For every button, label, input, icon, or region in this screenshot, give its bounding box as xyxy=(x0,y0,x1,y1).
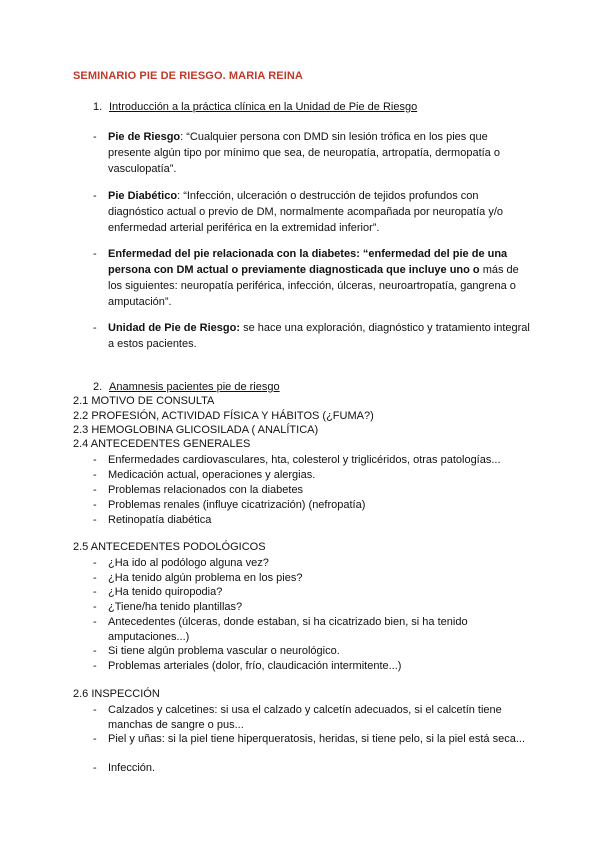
definition-term: Pie de Riesgo xyxy=(108,131,181,143)
bullet-dash: - xyxy=(93,248,97,260)
bullet-dash: - xyxy=(93,762,97,774)
list-item-text: Medicación actual, operaciones y alergias. xyxy=(108,469,316,481)
list-item-text: Problemas relacionados con la diabetes xyxy=(108,484,304,496)
list-item-text: Retinopatía diabética xyxy=(108,514,212,526)
bullet-dash: - xyxy=(93,572,97,584)
subsection-2-4: 2.4 ANTECEDENTES GENERALES xyxy=(73,438,251,450)
list-item xyxy=(93,659,533,674)
bullet-dash: - xyxy=(93,557,97,569)
bullet-dash: - xyxy=(93,322,97,334)
list-item-text: ¿Ha tenido quiropodia? xyxy=(108,586,223,598)
list-item xyxy=(93,556,533,571)
list-item xyxy=(93,615,533,645)
list-item xyxy=(93,571,533,586)
bullet-dash: - xyxy=(93,645,97,657)
section-1-title: Introducción a la práctica clínica en la Unidad de Pie de Riesgo xyxy=(109,101,418,113)
list-item xyxy=(93,761,533,776)
definition-sep: : xyxy=(177,190,181,202)
list-item-text: Enfermedades cardiovasculares, hta, colesterol y triglicéridos, otras patologías... xyxy=(108,454,501,466)
list-item xyxy=(93,483,533,498)
document-title: SEMINARIO PIE DE RIESGO. MARIA REINA xyxy=(73,70,303,82)
definition-unidad-pie xyxy=(93,320,533,352)
definition-text: se hace una exploración, diagnóstico y tratamiento integral a estos pacientes. xyxy=(108,322,530,350)
list-item xyxy=(93,513,533,528)
bullet-dash: - xyxy=(93,601,97,613)
list-item-text: ¿Tiene/ha tenido plantillas? xyxy=(108,601,243,613)
list-item-text: Antecedentes (úlceras, donde estaban, si ha cicatrizado bien, si ha tenido amputaciones...) xyxy=(108,616,468,643)
subsection-2-1: 2.1 MOTIVO DE CONSULTA xyxy=(73,395,215,407)
bullet-dash: - xyxy=(93,499,97,511)
definition-text: “Cualquier persona con DMD sin lesión trófica en los pies que presente algún tipo por mínimo que sea, de neuropatía, artropatía, dermopatía o vasculopatía”. xyxy=(108,131,500,175)
list-item xyxy=(93,468,533,483)
definition-pie-riesgo xyxy=(93,129,533,177)
list-item xyxy=(93,600,533,615)
definition-text: “Infección, ulceración o destrucción de tejidos profundos con diagnóstico actual o previo de DM, normalmente acompañada por neuropatía y/o enfermedad arterial periférica en la extremidad inferior”. xyxy=(108,190,504,234)
bullet-dash: - xyxy=(93,586,97,598)
subsection-2-3: 2.3 HEMOGLOBINA GLICOSILADA ( ANALÍTICA) xyxy=(73,424,319,436)
bullet-dash: - xyxy=(93,660,97,672)
bullet-dash: - xyxy=(93,454,97,466)
list-item xyxy=(93,453,533,468)
bullet-dash: - xyxy=(93,704,97,716)
bullet-dash: - xyxy=(93,190,97,202)
bullet-dash: - xyxy=(93,733,97,745)
section-2-title: Anamnesis pacientes pie de riesgo xyxy=(109,381,280,393)
definition-term: Unidad de Pie de Riesgo: xyxy=(108,322,241,334)
bullet-dash: - xyxy=(93,131,97,143)
bullet-dash: - xyxy=(93,469,97,481)
list-item xyxy=(93,732,533,747)
bullet-dash: - xyxy=(93,484,97,496)
list-item-text: Si tiene algún problema vascular o neurológico. xyxy=(108,645,340,657)
section-2-number: 2. xyxy=(93,381,103,393)
section-2-heading xyxy=(93,381,280,393)
definition-pie-diabetico xyxy=(93,188,533,236)
definition-sep: : xyxy=(180,131,184,143)
section-1-heading xyxy=(93,101,417,113)
definition-term: Pie Diabético xyxy=(108,190,178,202)
list-item xyxy=(93,644,533,659)
section-1-number: 1. xyxy=(93,101,103,113)
bullet-dash: - xyxy=(93,514,97,526)
list-item-text: Problemas renales (influye cicatrización) (nefropatía) xyxy=(108,499,366,511)
list-item-text: Problemas arteriales (dolor, frío, claudicación intermitente...) xyxy=(108,660,402,672)
list-item-text: Infección. xyxy=(108,762,156,774)
list-item xyxy=(93,585,533,600)
definition-text: más de los siguientes: neuropatía periférica, infección, úlceras, neuroartropatía, gangrena o amputación”. xyxy=(108,264,519,308)
list-item xyxy=(93,498,533,513)
definition-enfermedad-pie xyxy=(93,246,533,310)
definition-term: Enfermedad del pie relacionada con la diabetes: “enfermedad del pie de una persona con DM actual o previamente diagnosticada que incluye uno o xyxy=(108,248,508,276)
subsection-2-6: 2.6 INSPECCIÓN xyxy=(73,688,160,700)
list-item-text: ¿Ha ido al podólogo alguna vez? xyxy=(108,557,269,569)
list-item xyxy=(93,703,533,733)
list-item-text: Piel y uñas: si la piel tiene hiperqueratosis, heridas, si tiene pelo, si la piel está seca... xyxy=(108,733,526,745)
list-item-text: ¿Ha tenido algún problema en los pies? xyxy=(108,572,303,584)
subsection-2-5: 2.5 ANTECEDENTES PODOLÓGICOS xyxy=(73,541,266,553)
bullet-dash: - xyxy=(93,616,97,628)
list-item-text: Calzados y calcetines: si usa el calzado y calcetín adecuados, si el calcetín tiene manchas de sangre o pus... xyxy=(108,704,502,731)
subsection-2-2: 2.2 PROFESIÓN, ACTIVIDAD FÍSICA Y HÁBITOS (¿FUMA?) xyxy=(73,410,374,422)
